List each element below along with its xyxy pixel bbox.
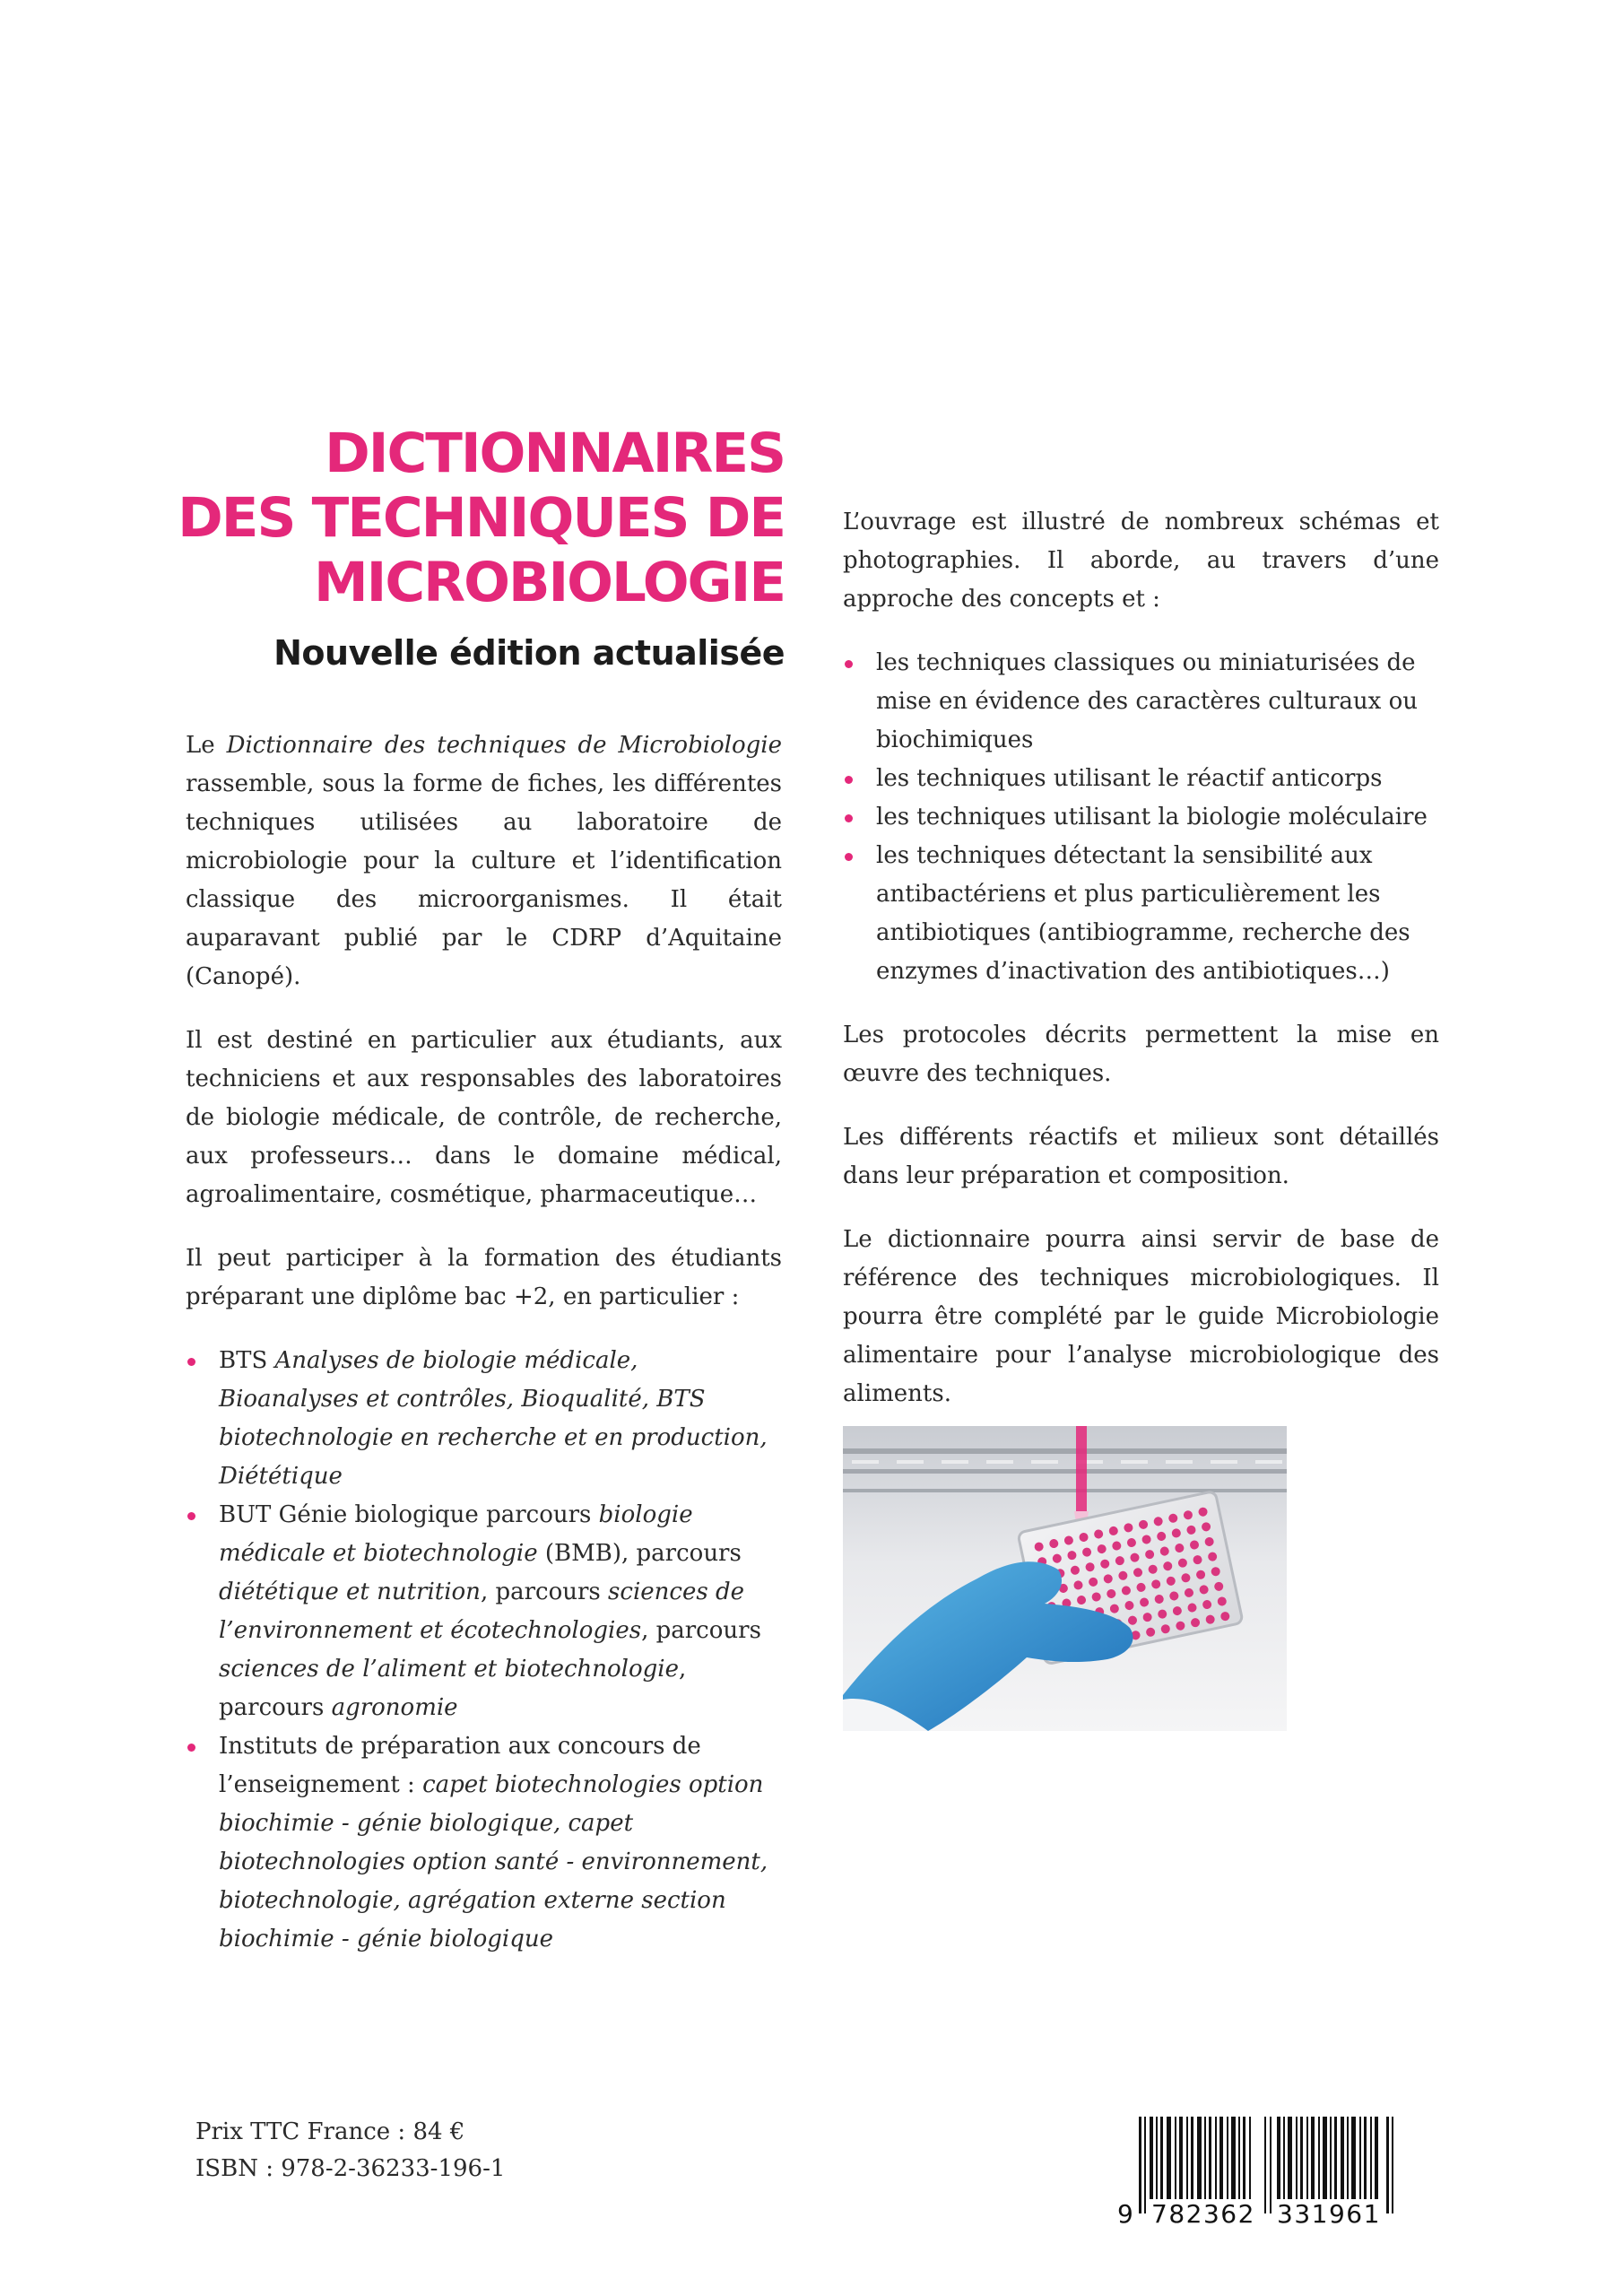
subtitle: Nouvelle édition actualisée — [273, 633, 785, 673]
list-item-text: , parcours — [641, 1617, 761, 1644]
list-item-italic: agronomie — [331, 1694, 458, 1721]
intro-text: Le — [186, 732, 227, 759]
list-item — [186, 1496, 782, 1727]
barcode — [1112, 2117, 1444, 2229]
list-item-italic: diététique et nutrition — [219, 1578, 481, 1605]
list-item: les techniques utilisant le réactif anticorps — [843, 760, 1439, 798]
list-item-text: Instituts de préparation aux concours de l’enseignement : — [219, 1733, 701, 1798]
intro-text-rest: rassemble, sous la forme de fiches, les différentes techniques utilisées au laboratoire de microbiologie pour la culture et l’identification classique des microorganismes. Il était auparavant publié par le CDRP d’Aquitaine (Canopé). — [186, 770, 782, 990]
list-item-italic: biologie médicale et biotechnologie — [219, 1501, 693, 1567]
overview-paragraph: L’ouvrage est illustré de nombreux schémas et photographies. Il aborde, au travers d’une approche des concepts et : — [843, 509, 1439, 613]
diploma-list — [186, 1342, 782, 1959]
title-block — [126, 422, 785, 676]
list-item: les techniques détectant la sensibilité aux antibactériens et plus particulièrement les antibiotiques (antibiogramme, recherche des enzymes d’inactivation des antibiotiques…) — [843, 837, 1439, 991]
list-item-text: (BMB), parcours — [537, 1540, 742, 1567]
barcode-first-digit: 9 — [1117, 2199, 1133, 2229]
protocols-paragraph: Les protocoles décrits permettent la mise en œuvre des techniques. — [843, 1022, 1439, 1087]
list-item-text: , parcours — [480, 1578, 609, 1605]
audience-paragraph: Il est destiné en particulier aux étudiants, aux techniciens et aux responsables des laboratoires de biologie médicale, de contrôle, de recherche, aux professeurs… dans le domaine médical, agroalimentaire, cosmétique, pharmaceutique… — [186, 1027, 782, 1208]
title-line-2: DES TECHNIQUES DE — [178, 486, 785, 550]
barcode-group-1: 782362 — [1151, 2199, 1255, 2229]
intro-paragraph — [186, 726, 782, 996]
reference-paragraph: Le dictionnaire pourra ainsi servir de base de référence des techniques microbiologiques. Il pourra être complété par le guide Microbiologie alimentaire pour l’analyse microbiologique des aliments. — [843, 1226, 1439, 1407]
techniques-list — [843, 644, 1439, 991]
list-item-italic: capet biotechnologies option biochimie - génie biologique, capet biotechnologies option santé - environnement, biotechnologie, agrégation externe section biochimie - génie biologique — [219, 1771, 768, 1952]
list-item-text: BTS — [219, 1347, 275, 1374]
list-item — [186, 1727, 782, 1959]
right-column — [843, 503, 1439, 1439]
footer — [195, 2114, 505, 2187]
barcode-group-2: 331961 — [1277, 2199, 1381, 2229]
list-item-italic: Analyses de biologie médicale, Bioanalyses et contrôles, Bioqualité, BTS biotechnologie en recherche et en production, Diététique — [219, 1347, 768, 1490]
microplate-pipette-illustration — [843, 1426, 1287, 1731]
reagents-paragraph: Les différents réactifs et milieux sont détaillés dans leur préparation et composition. — [843, 1124, 1439, 1189]
list-item: les techniques utilisant la biologie moléculaire — [843, 798, 1439, 837]
title-line-1: DICTIONNAIRES — [325, 422, 785, 485]
title-line-3: MICROBIOLOGIE — [313, 551, 785, 614]
list-item-text: , parcours — [219, 1656, 687, 1721]
lab-photo — [843, 1426, 1287, 1731]
left-column — [186, 726, 782, 1984]
price: Prix TTC France : 84 € — [195, 2118, 465, 2145]
list-item-italic: sciences de l’aliment et biotechnologie — [219, 1656, 679, 1683]
list-item-text: BUT Génie biologique parcours — [219, 1501, 599, 1528]
list-item-italic: sciences de l’environnement et écotechnologies — [219, 1578, 744, 1644]
list-item — [186, 1342, 782, 1496]
book-title-italic: Dictionnaire des techniques de Microbiologie — [226, 732, 782, 759]
list-item: les techniques classiques ou miniaturisées de mise en évidence des caractères culturaux ou biochimiques — [843, 644, 1439, 760]
training-paragraph: Il peut participer à la formation des étudiants préparant une diplôme bac +2, en particulier : — [186, 1245, 782, 1310]
isbn: ISBN : 978-2-36233-196-1 — [195, 2155, 506, 2182]
